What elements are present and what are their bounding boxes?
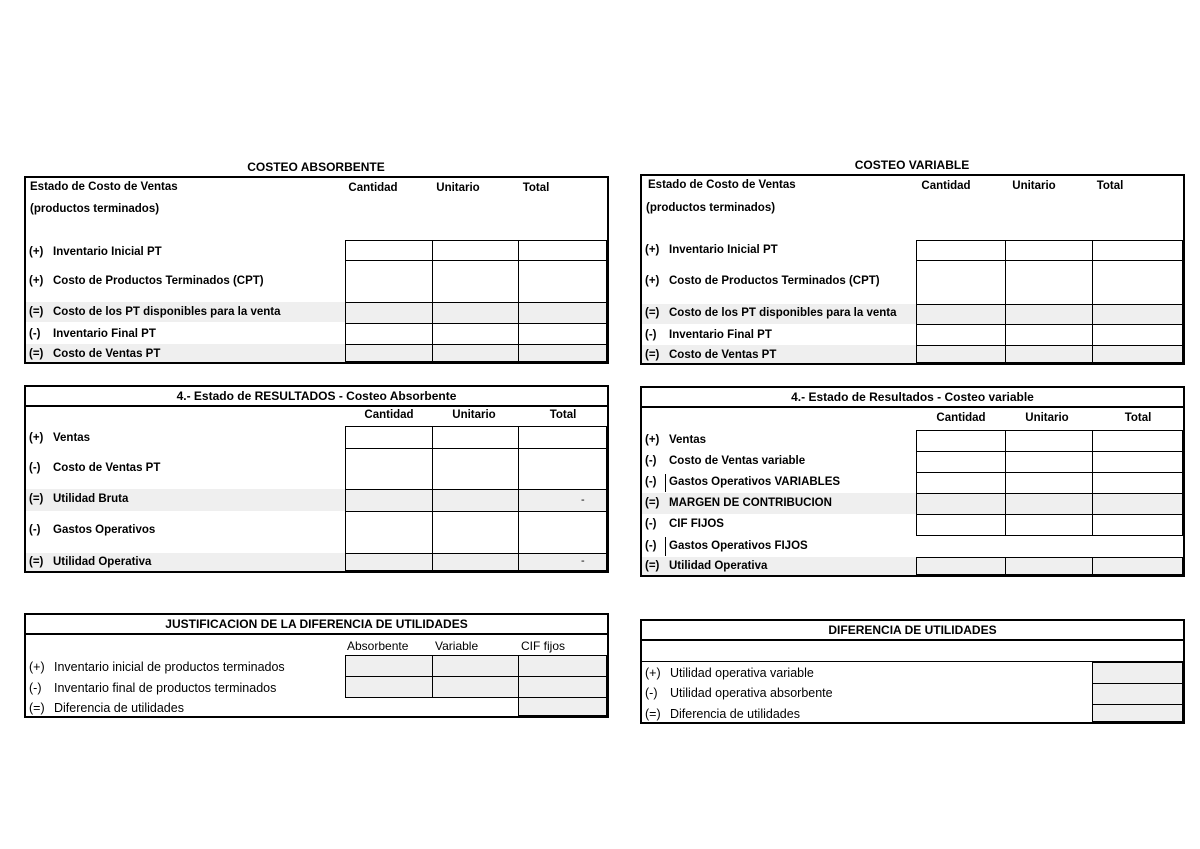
cell-cantidad[interactable] xyxy=(916,493,1006,515)
heading-line2: (productos terminados) xyxy=(646,202,776,214)
cell-cantidad[interactable] xyxy=(345,426,433,449)
cell-unitario[interactable] xyxy=(1005,240,1093,261)
cell-unitario[interactable] xyxy=(1005,451,1093,473)
cell-unitario[interactable] xyxy=(1005,557,1093,575)
row-sign: (-) xyxy=(29,462,41,474)
row-label: Ventas xyxy=(53,432,91,444)
row-label: Costo de Ventas PT xyxy=(669,349,777,361)
cell-unitario[interactable] xyxy=(1005,493,1093,515)
cell-cantidad[interactable] xyxy=(916,451,1006,473)
row-sign: (=) xyxy=(29,306,44,318)
row-sign: (+) xyxy=(645,275,660,287)
cell-cantidad[interactable] xyxy=(916,324,1006,346)
cell-unitario[interactable] xyxy=(432,344,519,362)
col-unitario: Unitario xyxy=(436,182,480,194)
row-sign: (+) xyxy=(29,275,44,287)
cell-variable[interactable] xyxy=(432,655,519,677)
heading-line2: (productos terminados) xyxy=(30,203,160,215)
row-label: Utilidad Bruta xyxy=(53,493,129,505)
cell-unitario[interactable] xyxy=(432,260,519,303)
cell-cif-fijos[interactable] xyxy=(518,676,607,698)
blank-row xyxy=(642,641,1183,662)
costeo-variable-title: COSTEO VARIABLE xyxy=(854,158,970,172)
row-label: Inventario final de productos terminados xyxy=(54,681,277,695)
costeo-variable-table xyxy=(640,174,1185,365)
cell-total[interactable] xyxy=(518,426,607,449)
row-label: CIF FIJOS xyxy=(669,518,724,530)
col-unitario: Unitario xyxy=(452,409,496,421)
col-cantidad: Cantidad xyxy=(348,182,398,194)
utilidad-operativa-total: - xyxy=(581,555,585,567)
cell-total[interactable] xyxy=(518,344,607,362)
resultados-absorbente-table xyxy=(24,385,609,573)
col-cantidad: Cantidad xyxy=(364,409,414,421)
cell-unitario[interactable] xyxy=(432,511,519,554)
diferencia-table xyxy=(640,619,1185,724)
row-sign: (+) xyxy=(645,434,660,446)
cell-total[interactable] xyxy=(1092,345,1183,363)
row-label: MARGEN DE CONTRIBUCION xyxy=(669,497,832,509)
row-sign: (=) xyxy=(645,307,660,319)
cell-unitario[interactable] xyxy=(1005,324,1093,346)
cell-total[interactable] xyxy=(1092,493,1183,515)
col-total: Total xyxy=(1096,180,1124,192)
cell-cantidad[interactable] xyxy=(916,240,1006,261)
col-unitario: Unitario xyxy=(1012,180,1056,192)
cell-total[interactable] xyxy=(518,302,607,324)
cell-total[interactable] xyxy=(1092,324,1183,346)
cell-utilidad-absorbente[interactable] xyxy=(1092,683,1183,705)
cell-total[interactable] xyxy=(1092,240,1183,261)
row-label: Costo de Productos Terminados (CPT) xyxy=(669,275,880,287)
row-sign: (-) xyxy=(645,476,657,488)
row-label: Costo de Ventas PT xyxy=(53,348,161,360)
cell-total[interactable] xyxy=(1092,304,1183,325)
row-sign: (-) xyxy=(29,524,41,536)
cell-cantidad[interactable] xyxy=(916,514,1006,536)
costeo-absorbente-title: COSTEO ABSORBENTE xyxy=(247,160,385,174)
row-label: Utilidad operativa absorbente xyxy=(670,686,833,700)
row-label: Costo de los PT disponibles para la venta xyxy=(669,307,897,319)
row-sign: (+) xyxy=(29,660,45,674)
cell-cantidad[interactable] xyxy=(345,344,433,362)
col-variable: Variable xyxy=(435,639,479,653)
row-divider xyxy=(665,537,666,556)
row-sign: (=) xyxy=(645,497,660,509)
cell-unitario[interactable] xyxy=(1005,260,1093,305)
row-label: Utilidad Operativa xyxy=(669,560,768,572)
cell-total[interactable] xyxy=(518,511,607,554)
justificacion-table xyxy=(24,613,609,718)
col-total: Total xyxy=(1124,412,1152,424)
col-total: Total xyxy=(522,182,550,194)
row-sign: (-) xyxy=(645,686,658,700)
cell-diferencia[interactable] xyxy=(518,697,607,716)
row-label: Utilidad operativa variable xyxy=(670,666,814,680)
row-sign: (=) xyxy=(29,701,45,715)
cell-cif-fijos[interactable] xyxy=(518,655,607,677)
cell-total[interactable] xyxy=(518,323,607,345)
row-sign: (=) xyxy=(29,556,44,568)
row-sign: (-) xyxy=(645,540,657,552)
col-cif-fijos: CIF fijos xyxy=(521,639,566,653)
cell-total[interactable] xyxy=(518,553,607,571)
utilidad-bruta-total: - xyxy=(581,494,585,506)
cell-cantidad[interactable] xyxy=(916,345,1006,363)
row-label: Utilidad Operativa xyxy=(53,556,152,568)
cell-total[interactable] xyxy=(1092,557,1183,575)
row-sign: (+) xyxy=(645,666,661,680)
row-sign: (=) xyxy=(29,493,44,505)
cell-total[interactable] xyxy=(518,260,607,303)
cell-unitario[interactable] xyxy=(432,553,519,571)
cell-unitario[interactable] xyxy=(432,240,519,261)
col-cantidad: Cantidad xyxy=(936,412,986,424)
cell-unitario[interactable] xyxy=(1005,345,1093,363)
cell-total[interactable] xyxy=(518,489,607,512)
cell-cantidad[interactable] xyxy=(345,448,433,490)
cell-unitario[interactable] xyxy=(432,489,519,512)
cell-cantidad[interactable] xyxy=(345,553,433,571)
cell-cantidad[interactable] xyxy=(345,260,433,303)
row-sign: (+) xyxy=(29,246,44,258)
row-sign: (=) xyxy=(645,707,661,721)
cell-total[interactable] xyxy=(518,240,607,261)
cell-cantidad[interactable] xyxy=(916,557,1006,575)
cell-cantidad[interactable] xyxy=(345,240,433,261)
cell-total[interactable] xyxy=(1092,260,1183,305)
col-absorbente: Absorbente xyxy=(347,639,409,653)
row-label: Diferencia de utilidades xyxy=(54,701,184,715)
cell-unitario[interactable] xyxy=(432,302,519,324)
cell-unitario[interactable] xyxy=(1005,304,1093,325)
cell-unitario[interactable] xyxy=(432,448,519,490)
row-sign: (=) xyxy=(29,348,44,360)
cell-cantidad[interactable] xyxy=(345,302,433,324)
resultados-absorbente-title: 4.- Estado de RESULTADOS - Costeo Absorbente xyxy=(26,387,607,407)
row-sign: (+) xyxy=(29,432,44,444)
row-label: Costo de Productos Terminados (CPT) xyxy=(53,275,264,287)
row-sign: (-) xyxy=(29,681,42,695)
row-label: Gastos Operativos VARIABLES xyxy=(669,476,841,488)
row-label: Inventario Inicial PT xyxy=(669,244,778,256)
row-label: Gastos Operativos xyxy=(53,524,156,536)
row-label: Ventas xyxy=(669,434,707,446)
cell-total[interactable] xyxy=(1092,514,1183,536)
row-label: Gastos Operativos FIJOS xyxy=(669,540,808,552)
heading-line1: Estado de Costo de Ventas xyxy=(648,179,796,191)
cell-absorbente[interactable] xyxy=(345,676,433,698)
cell-cantidad[interactable] xyxy=(916,472,1006,494)
cell-total[interactable] xyxy=(518,448,607,490)
row-sign: (-) xyxy=(645,455,657,467)
cell-absorbente[interactable] xyxy=(345,655,433,677)
col-total: Total xyxy=(549,409,577,421)
resultados-variable-title: 4.- Estado de Resultados - Costeo variable xyxy=(642,388,1183,408)
row-sign: (-) xyxy=(29,328,41,340)
cell-cantidad[interactable] xyxy=(916,430,1006,452)
costeo-absorbente-table xyxy=(24,176,609,364)
row-label: Costo de Ventas PT xyxy=(53,462,161,474)
cell-unitario[interactable] xyxy=(1005,514,1093,536)
cell-unitario[interactable] xyxy=(432,426,519,449)
row-sign: (-) xyxy=(645,329,657,341)
row-label: Inventario Inicial PT xyxy=(53,246,162,258)
cell-total[interactable] xyxy=(1092,430,1183,452)
cell-cantidad[interactable] xyxy=(345,489,433,512)
row-sign: (=) xyxy=(645,560,660,572)
cell-total[interactable] xyxy=(1092,451,1183,473)
cell-utilidad-variable[interactable] xyxy=(1092,662,1183,684)
cell-diferencia[interactable] xyxy=(1092,704,1183,722)
diferencia-title: DIFERENCIA DE UTILIDADES xyxy=(642,621,1183,641)
cell-cantidad[interactable] xyxy=(345,511,433,554)
cell-unitario[interactable] xyxy=(432,323,519,345)
resultados-variable-table xyxy=(640,386,1185,577)
cell-cantidad[interactable] xyxy=(916,260,1006,305)
row-label: Inventario Final PT xyxy=(669,329,772,341)
row-label: Inventario Final PT xyxy=(53,328,156,340)
cell-unitario[interactable] xyxy=(1005,472,1093,494)
row-label: Costo de Ventas variable xyxy=(669,455,806,467)
cell-cantidad[interactable] xyxy=(916,304,1006,325)
heading-line1: Estado de Costo de Ventas xyxy=(30,181,178,193)
justificacion-title: JUSTIFICACION DE LA DIFERENCIA DE UTILIDADES xyxy=(26,615,607,635)
row-sign: (=) xyxy=(645,349,660,361)
col-cantidad: Cantidad xyxy=(921,180,971,192)
row-sign: (+) xyxy=(645,244,660,256)
row-divider xyxy=(665,474,666,492)
row-label: Diferencia de utilidades xyxy=(670,707,800,721)
row-sign: (-) xyxy=(645,518,657,530)
row-label: Inventario inicial de productos terminados xyxy=(54,660,285,674)
cell-variable[interactable] xyxy=(432,676,519,698)
cell-total[interactable] xyxy=(1092,472,1183,494)
cell-cantidad[interactable] xyxy=(345,323,433,345)
col-unitario: Unitario xyxy=(1025,412,1069,424)
cell-unitario[interactable] xyxy=(1005,430,1093,452)
row-label: Costo de los PT disponibles para la venta xyxy=(53,306,281,318)
